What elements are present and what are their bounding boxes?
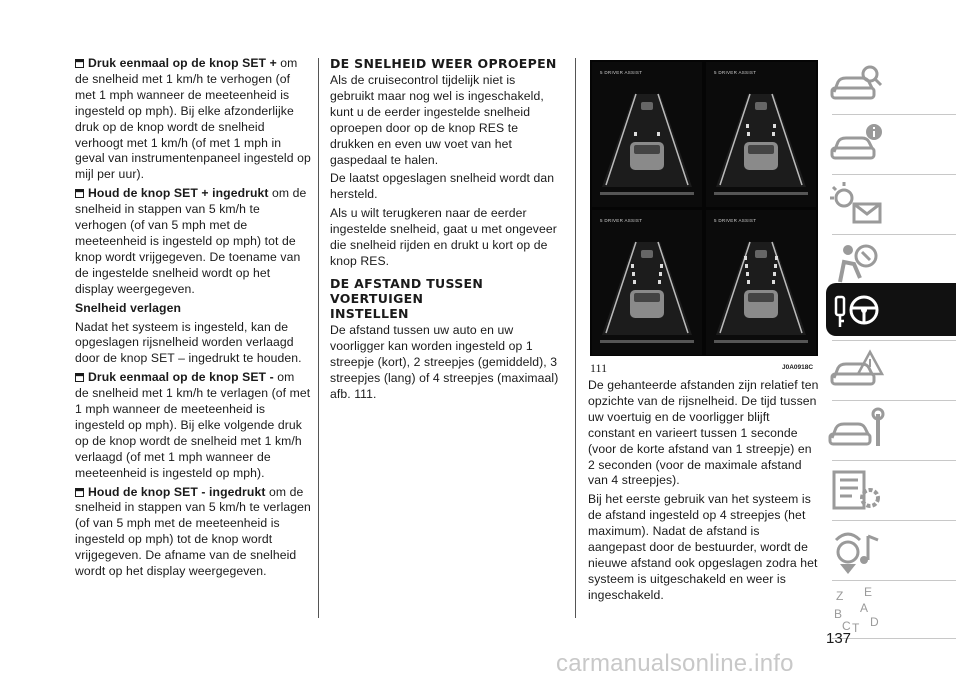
road-graphic-icon — [592, 62, 702, 207]
paragraph-recall-3: Als u wilt terugkeren naar de eerder ingestelde snelheid, gaat u met ongeveer die snelheid rijden en drukt u kort op de knop RES. — [330, 206, 557, 268]
key-steering-wheel-icon — [826, 283, 886, 335]
text-column-1 — [75, 56, 311, 583]
paragraph-set-minus-hold — [75, 485, 311, 580]
text-column-2 — [330, 56, 562, 405]
panel-label: 5 DRIVER ASSIST — [714, 70, 757, 75]
warning-lights-icon — [826, 178, 886, 230]
car-wrench-icon — [826, 404, 886, 456]
paragraph-recall-2: De laatst opgeslagen snelheid wordt dan hersteld. — [330, 171, 555, 202]
tab-warning-lights[interactable] — [826, 178, 956, 230]
paragraph-set-minus-press — [75, 370, 311, 481]
figure-code: J0A0918C — [782, 364, 814, 371]
tab-separator — [832, 580, 956, 581]
crash-car-icon — [826, 344, 886, 396]
section-heading-recall-speed: DE SNELHEID WEER OPROEPEN — [330, 56, 557, 71]
bullet-square-icon — [75, 488, 84, 497]
text-column-3 — [588, 378, 820, 607]
tab-multimedia[interactable] — [826, 524, 956, 576]
tab-separator — [832, 340, 956, 341]
paragraph-set-plus-hold — [75, 186, 311, 297]
watermark: carmanualsonline.info — [556, 650, 794, 677]
tab-separator — [832, 520, 956, 521]
tab-separator — [832, 114, 956, 115]
multimedia-icon — [826, 524, 886, 576]
index-letter: A — [860, 601, 869, 615]
panel-label: 5 DRIVER ASSIST — [600, 70, 643, 75]
panel-label: 5 DRIVER ASSIST — [714, 218, 757, 223]
tab-separator — [832, 234, 956, 235]
tab-car-magnifier[interactable] — [826, 58, 956, 110]
index-letter: C — [842, 619, 851, 633]
column-divider — [318, 58, 319, 618]
tab-key-steering-wheel[interactable] — [826, 283, 956, 336]
instruction-bold: Houd de knop SET + ingedrukt — [88, 186, 269, 201]
tab-index[interactable] — [826, 584, 956, 636]
index-letter: Z — [836, 589, 844, 603]
display-panel-1-bar — [592, 62, 702, 207]
display-panel-2-bars — [706, 62, 816, 207]
tab-crash-car[interactable] — [826, 344, 956, 396]
tab-specifications[interactable] — [826, 464, 956, 516]
paragraph-set-plus-press — [75, 56, 311, 183]
car-magnifier-icon — [826, 58, 886, 110]
panel-label: 5 DRIVER ASSIST — [600, 218, 643, 223]
tab-separator — [832, 174, 956, 175]
tab-separator — [832, 460, 956, 461]
instruction-bold: Druk eenmaal op de knop SET + — [88, 56, 277, 70]
road-graphic-icon — [706, 210, 816, 355]
specifications-gear-icon — [826, 464, 886, 516]
instruction-bold: Houd de knop SET - ingedrukt — [88, 484, 266, 499]
instruction-bold: Druk eenmaal op de knop SET - — [88, 370, 274, 385]
column-divider — [575, 58, 576, 618]
paragraph-distance: De afstand tussen uw auto en uw voorligger kan worden ingesteld op 1 streepje (kort), 2 streepjes (gemiddeld), 3 streepjes (lang) of 4 streepjes (maximaal) afb. 111. — [330, 322, 559, 401]
instruction-text: om de snelheid met 1 km/h te verlagen (of met 1 mph wanneer de meeteenheid is ingesteld op mph). Bij elke volgende druk op de knop wordt de snelheid met 1 km/h verlaagd (of met 1 mph wanneer de meeteenheid is ingesteld op mph). — [75, 370, 311, 480]
bullet-square-icon — [75, 373, 84, 382]
paragraph-decrease-intro: Nadat het systeem is ingesteld, kan de opgeslagen rijsnelheid worden verlaagd door de knop SET – ingedrukt te houden. — [75, 319, 302, 366]
road-graphic-icon — [592, 210, 702, 355]
index-letter: B — [834, 607, 843, 621]
figure-driver-assist-displays — [590, 60, 818, 356]
instruction-text: om de snelheid in stappen van 5 km/h te verhogen (of van 5 mph met de meeteenheid is ingesteld op mph) tot de knop wordt vrijgegeven. De toename van de ingestelde snelheid wordt op het display weergegeven. — [75, 186, 307, 296]
paragraph-first-use: Bij het eerste gebruik van het systeem is de afstand ingesteld op 4 streepjes (het maximum). Nadat de afstand is aangepast door de bestuurder, wordt de nieuwe afstand ook opgeslagen zodra het systeem is uitgeschakeld en weer is ingeschakeld. — [588, 492, 818, 602]
instruction-text: om de snelheid in stappen van 5 km/h te verlagen (of van 5 mph met de meeteenheid is ingesteld op mph) tot de knop wordt vrijgegeven. De afname van de snelheid wordt op het display weergegeven. — [75, 484, 311, 579]
bullet-square-icon — [75, 59, 84, 68]
instruction-text: om de snelheid met 1 km/h te verhogen (of met 1 mph wanneer de meeteenheid is ingesteld op mph). Bij elke afzonderlijke druk op de knop wordt de snelheid verhoogt met 1 km/h (of met 1 mph in geval van instrumentenpaneel ingesteld op mijl per uur). — [75, 56, 311, 182]
figure-number: 111 — [590, 361, 608, 375]
index-letter: E — [864, 585, 873, 599]
page-number: 137 — [826, 630, 852, 647]
display-panel-3-bars — [592, 210, 702, 355]
section-heading-distance: DE AFSTAND TUSSEN VOERTUIGEN INSTELLEN — [330, 275, 484, 321]
road-graphic-icon — [706, 62, 816, 207]
index-letter: T — [852, 621, 860, 635]
subheading-speed-decrease: Snelheid verlagen — [75, 300, 182, 315]
bullet-square-icon — [75, 189, 84, 198]
paragraph-recall-1: Als de cruisecontrol tijdelijk niet is gebruikt maar nog wel is ingeschakeld, kunt u de eerder ingestelde snelheid oproepen door op de knop RES te drukken en even uw voet van het gaspedaal te halen. — [330, 73, 544, 167]
index-letter: D — [870, 615, 879, 629]
display-panel-4-bars — [706, 210, 816, 355]
paragraph-relative-distance: De gehanteerde afstanden zijn relatief ten opzichte van de rijsnelheid. De tijd tussen uw voertuig en de voorligger blijft constant en varieert tussen 1 seconde (voor de korte afstand van 1 streepje) en 2 seconden (voor de maximale afstand van 4 streepjes). — [588, 378, 819, 488]
tab-separator — [832, 400, 956, 401]
tab-car-wrench[interactable] — [826, 404, 956, 456]
car-info-icon — [826, 118, 886, 170]
tab-car-info[interactable] — [826, 118, 956, 170]
index-letters-icon — [826, 584, 886, 636]
